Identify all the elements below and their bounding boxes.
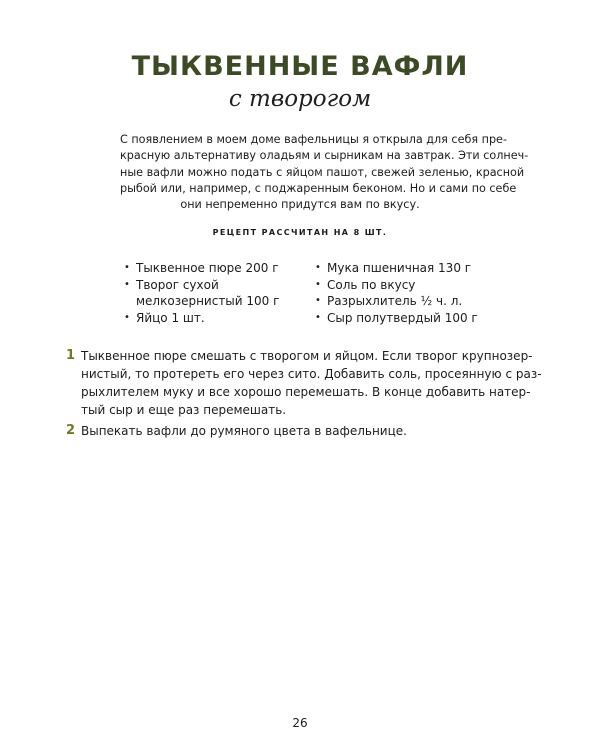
ingredient-item — [124, 310, 304, 327]
bullet-icon: • — [315, 311, 321, 323]
bullet-icon: • — [124, 262, 130, 273]
intro-line: они непременно придутся вам по вкусу. — [180, 198, 420, 212]
ingredient-text: Творог сухой — [136, 277, 219, 292]
ingredient-text: мелкозернистый 100 г — [136, 294, 280, 308]
ingredient-item — [315, 260, 495, 277]
ingredient-item — [124, 260, 304, 277]
ingredient-text: Разрыхлитель ½ ч. л. — [327, 294, 463, 308]
step-number: 2 — [66, 423, 76, 438]
ingredient-text: Сыр полутвердый 100 г — [327, 310, 478, 325]
recipe-title: ТЫКВЕННЫЕ ВАФЛИ — [131, 51, 469, 82]
intro-paragraph — [120, 132, 529, 213]
bullet-icon: • — [124, 311, 130, 323]
recipe-yield: РЕЦЕПТ РАССЧИТАН НА 8 ШТ. — [212, 228, 388, 237]
step-number: 1 — [66, 348, 76, 363]
step-line: нистый, то протереть его через сито. Добавить соль, просеянную с раз- — [81, 367, 542, 381]
recipe-step — [66, 347, 542, 419]
page-number: 26 — [292, 716, 308, 730]
ingredient-text: Тыквенное пюре 200 г — [136, 261, 279, 275]
bullet-icon: • — [315, 262, 321, 273]
step-text — [81, 422, 536, 440]
ingredient-item — [315, 277, 495, 294]
step-line: тый сыр и еще раз перемешать. — [81, 403, 287, 417]
step-line: Выпекать вафли до румяного цвета в вафельнице. — [81, 424, 407, 438]
intro-line: С появлением в моем доме вафельницы я открыла для себя пре- — [120, 133, 507, 146]
step-text — [81, 347, 542, 419]
intro-line: ные вафли можно подать с яйцом пашот, свежей зеленью, красной — [120, 165, 525, 179]
intro-line: рыбой или, например, с поджаренным беконом. Но и сами по себе — [120, 181, 517, 195]
ingredient-item — [315, 310, 495, 327]
recipe-step — [66, 422, 536, 440]
bullet-icon: • — [315, 278, 321, 290]
ingredient-item — [124, 277, 304, 310]
recipe-subtitle: с творогом — [228, 86, 372, 112]
bullet-icon: • — [124, 278, 130, 290]
ingredients-left-column — [124, 260, 304, 326]
ingredient-text: Соль по вкусу — [327, 277, 416, 292]
ingredient-text: Мука пшеничная 130 г — [327, 261, 472, 275]
step-line: рыхлителем муку и все хорошо перемешать. В конце добавить натер- — [81, 385, 531, 399]
ingredient-item — [315, 293, 495, 310]
step-line: Тыквенное пюре смешать с творогом и яйцом. Если творог крупнозер- — [81, 349, 533, 363]
intro-line: красную альтернативу оладьям и сырникам на завтрак. Эти солнеч- — [120, 149, 529, 163]
ingredients-right-column — [315, 260, 495, 326]
bullet-icon: • — [315, 295, 321, 306]
ingredient-text: Яйцо 1 шт. — [136, 310, 205, 325]
